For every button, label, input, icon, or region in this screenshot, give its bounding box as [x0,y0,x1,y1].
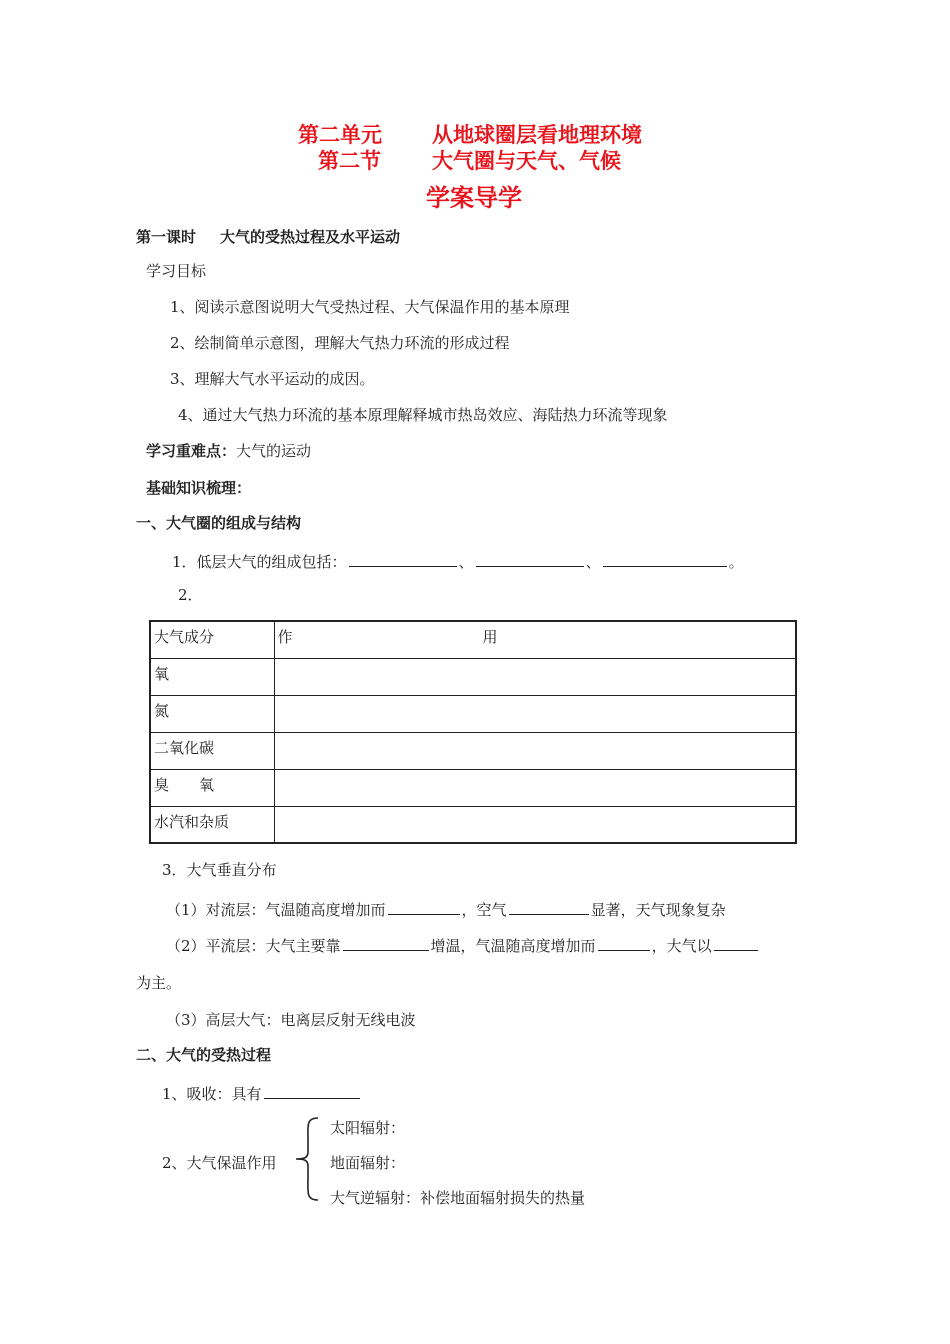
key-points-label: 学习重难点： [146,442,237,460]
answer-blank[interactable] [714,936,758,951]
section-label: 第二节 [318,149,381,173]
table-row [150,732,796,769]
composition-table [149,620,797,844]
strato-text-b: 增温，气温随高度增加而 [430,937,596,955]
insulation-label: 2、大气保温作用 [162,1154,277,1172]
absorb-line [162,1084,362,1102]
counter-radiation: 大气逆辐射：补偿地面辐射损失的热量 [330,1189,586,1207]
answer-cell[interactable] [274,658,796,695]
answer-cell[interactable] [274,806,796,843]
separator: 、 [585,553,601,571]
tropo-text-c: 显著，天气现象复杂 [590,901,726,919]
table-row [150,806,796,843]
strato-text-a: （2）平流层：大气主要靠 [166,937,341,955]
objectives-heading: 学习目标 [146,262,207,280]
lesson-title: 大气的受热过程及水平运动 [220,228,401,246]
unit-label: 第二单元 [298,123,382,147]
answer-cell[interactable] [274,695,796,732]
header-char: 作 [277,628,293,646]
key-points [146,444,311,459]
basics-heading: 基础知识梳理： [146,479,252,497]
strato-text-d: 为主。 [136,974,182,992]
answer-blank[interactable] [509,900,589,915]
q3-label: 3．大气垂直分布 [162,861,277,879]
answer-cell[interactable] [274,769,796,806]
lesson-label: 第一课时 [136,228,197,246]
upper-atmosphere-line: （3）高层大气：电离层反射无线电波 [166,1011,416,1029]
answer-blank[interactable] [476,552,584,567]
answer-cell[interactable] [274,732,796,769]
key-points-value: 大气的运动 [236,442,312,460]
unit-title: 从地球圈层看地理环境 [432,123,642,147]
end-mark: 。 [728,553,744,571]
row-label: 氧 [150,658,274,695]
table-header-cell: 大气成分 [150,621,274,658]
section-title: 大气圈与天气、气候 [432,149,621,173]
ground-radiation: 地面辐射： [330,1154,406,1172]
solar-radiation: 太阳辐射： [330,1119,406,1137]
doc-title: 学案导学 [426,184,522,212]
row-label: 臭 氧 [150,769,274,806]
curly-brace-icon [292,1116,320,1202]
stratosphere-line [166,936,760,954]
table-header-cell [274,621,796,658]
troposphere-line [166,900,726,918]
composition-question [172,552,744,570]
answer-blank[interactable] [598,936,650,951]
header-char: 用 [482,628,498,646]
tropo-text-a: （1）对流层：气温随高度增加而 [166,901,386,919]
objective-item: 1、阅读示意图说明大气受热过程、大气保温作用的基本原理 [170,298,570,316]
objective-item: 2、绘制简单示意图，理解大气热力环流的形成过程 [170,334,510,352]
table-header-row [150,621,796,658]
absorb-text: 1、吸收：具有 [162,1085,262,1103]
objective-item: 3、理解大气水平运动的成因。 [170,370,375,388]
answer-blank[interactable] [603,552,727,567]
answer-blank[interactable] [388,900,460,915]
tropo-text-b: ，空气 [461,901,507,919]
row-label: 水汽和杂质 [150,806,274,843]
part1-heading: 一、大气圈的组成与结构 [136,514,302,532]
row-label: 二氧化碳 [150,732,274,769]
q1-prefix: 1．低层大气的组成包括： [172,553,347,571]
answer-blank[interactable] [349,552,457,567]
table-row [150,769,796,806]
row-label: 氮 [150,695,274,732]
objective-item: 4、通过大气热力环流的基本原理解释城市热岛效应、海陆热力环流等现象 [178,406,668,424]
strato-text-c: ，大气以 [651,937,712,955]
answer-blank[interactable] [264,1084,360,1099]
table-row [150,695,796,732]
answer-blank[interactable] [343,936,429,951]
part2-heading: 二、大气的受热过程 [136,1046,272,1064]
table-row [150,658,796,695]
q2-label: 2． [178,586,203,604]
separator: 、 [458,553,474,571]
